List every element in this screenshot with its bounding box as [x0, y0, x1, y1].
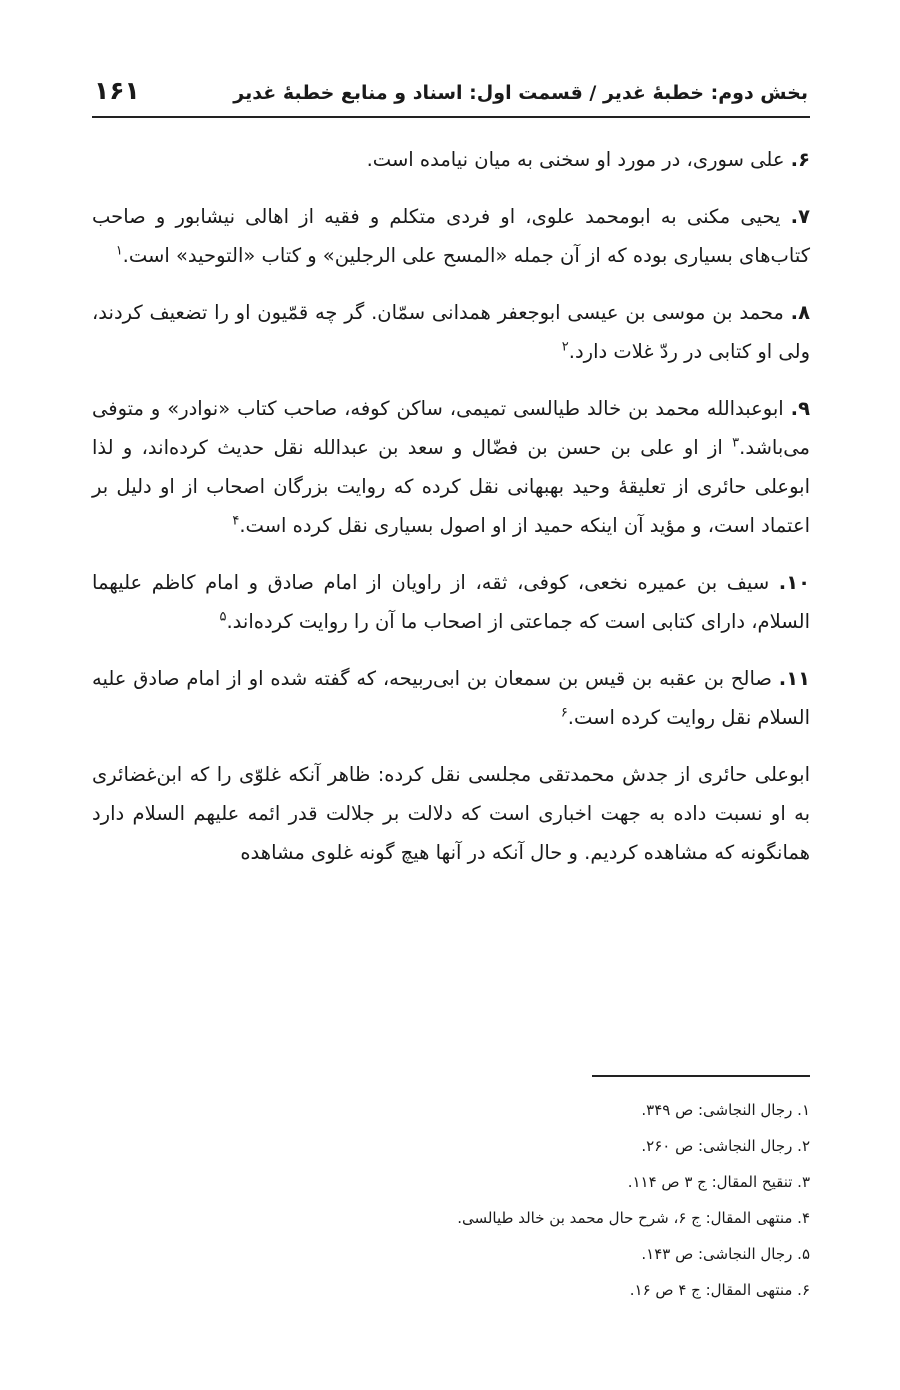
entry-9 — [92, 389, 810, 545]
footnote-item: ۴. منتهی المقال: ج ۶، شرح حال محمد بن خالد طیالسی. — [457, 1209, 810, 1227]
footnote-ref[interactable]: ۳ — [732, 435, 740, 451]
entry-7 — [92, 197, 810, 275]
entry-text-continued: از او علی بن حسن بن فضّال و سعد بن عبدالله نقل حدیث کرده‌اند، و لذا ابوعلی حائری از تعلیقهٔ وحید بهبهانی نقل کرده که روایت بزرگان اصحاب از او دلیل بر اعتماد است، و مؤید آن اینکه حمید از او اصول بسیاری نقل کرده است. — [92, 436, 810, 537]
footnote-ref[interactable]: ۵ — [219, 609, 227, 625]
entry-text: یحیی مکنی به ابومحمد علوی، او فردی متکلم و فقیه از اهالی نیشابور و صاحب کتاب‌های بسیاری بوده که از آن جمله «المسح علی الرجلین» و کتاب «التوحید» است. — [92, 205, 810, 267]
entry-number: ۶. — [790, 148, 810, 171]
entry-6 — [92, 140, 810, 179]
entry-number: ۷. — [790, 205, 810, 228]
footnote-divider — [592, 1075, 810, 1077]
footnote-ref[interactable]: ۴ — [232, 513, 240, 529]
book-page — [92, 0, 810, 1390]
entry-number: ۹. — [790, 397, 810, 420]
entry-text: محمد بن موسی بن عیسی ابوجعفر همدانی سمّان. گر چه قمّیون او را تضعیف کردند، ولی او کتابی در ردّ غلات دارد. — [92, 301, 810, 363]
main-text — [92, 140, 810, 890]
footnotes-list — [92, 1092, 810, 1308]
entry-number: ۱۰. — [778, 571, 810, 594]
footnote-item: ۱. رجال النجاشی: ص ۳۴۹. — [641, 1101, 810, 1119]
footnote-ref[interactable]: ۲ — [561, 339, 569, 355]
entry-number: ۸. — [790, 301, 810, 324]
entry-text: ابوعبدالله محمد بن خالد طیالسی تمیمی، ساکن کوفه، صاحب کتاب «نوادر» و متوفی می‌باشد. — [92, 397, 810, 459]
entry-8 — [92, 293, 810, 371]
footnote-item: ۳. تنقیح المقال: ج ۳ ص ۱۱۴. — [627, 1173, 810, 1191]
footnote-ref[interactable]: ۱ — [115, 243, 123, 259]
entry-11 — [92, 659, 810, 737]
page-header — [92, 70, 810, 118]
footnote-item: ۲. رجال النجاشی: ص ۲۶۰. — [641, 1137, 810, 1155]
entry-text: صالح بن عقبه بن قیس بن سمعان بن ابی‌ربیحه، که گفته شده او از امام صادق علیه السلام نقل روایت کرده است. — [92, 667, 810, 729]
entry-10 — [92, 563, 810, 641]
footnote-ref[interactable]: ۶ — [560, 705, 568, 721]
entry-number: ۱۱. — [778, 667, 810, 690]
running-title: بخش دوم: خطبهٔ غدیر / قسمت اول: اسناد و منابع خطبهٔ غدیر — [233, 82, 808, 104]
entry-text: سیف بن عمیره نخعی، کوفی، ثقه، از راویان از امام صادق و امام کاظم علیهما السلام، دارای کتابی است که جماعتی از اصحاب ما آن را روایت کرده‌اند. — [92, 571, 810, 633]
closing-paragraph: ابوعلی حائری از جدش محمدتقی مجلسی نقل کرده: ظاهر آنکه غلوّی را که ابن‌غضائری به او نسبت داده به جهت اخباری است که دلالت بر جلالت قدر ائمه علیهم السلام دارد همانگونه که مشاهده کردیم. و حال آنکه در آنها هیچ گونه غلوی مشاهده — [92, 763, 810, 864]
footnote-item: ۵. رجال النجاشی: ص ۱۴۳. — [641, 1245, 810, 1263]
entry-text: علی سوری، در مورد او سخنی به میان نیامده است. — [366, 148, 791, 171]
page-number: ۱۶۱ — [94, 76, 140, 105]
footnote-item: ۶. منتهی المقال: ج ۴ ص ۱۶. — [629, 1281, 810, 1299]
